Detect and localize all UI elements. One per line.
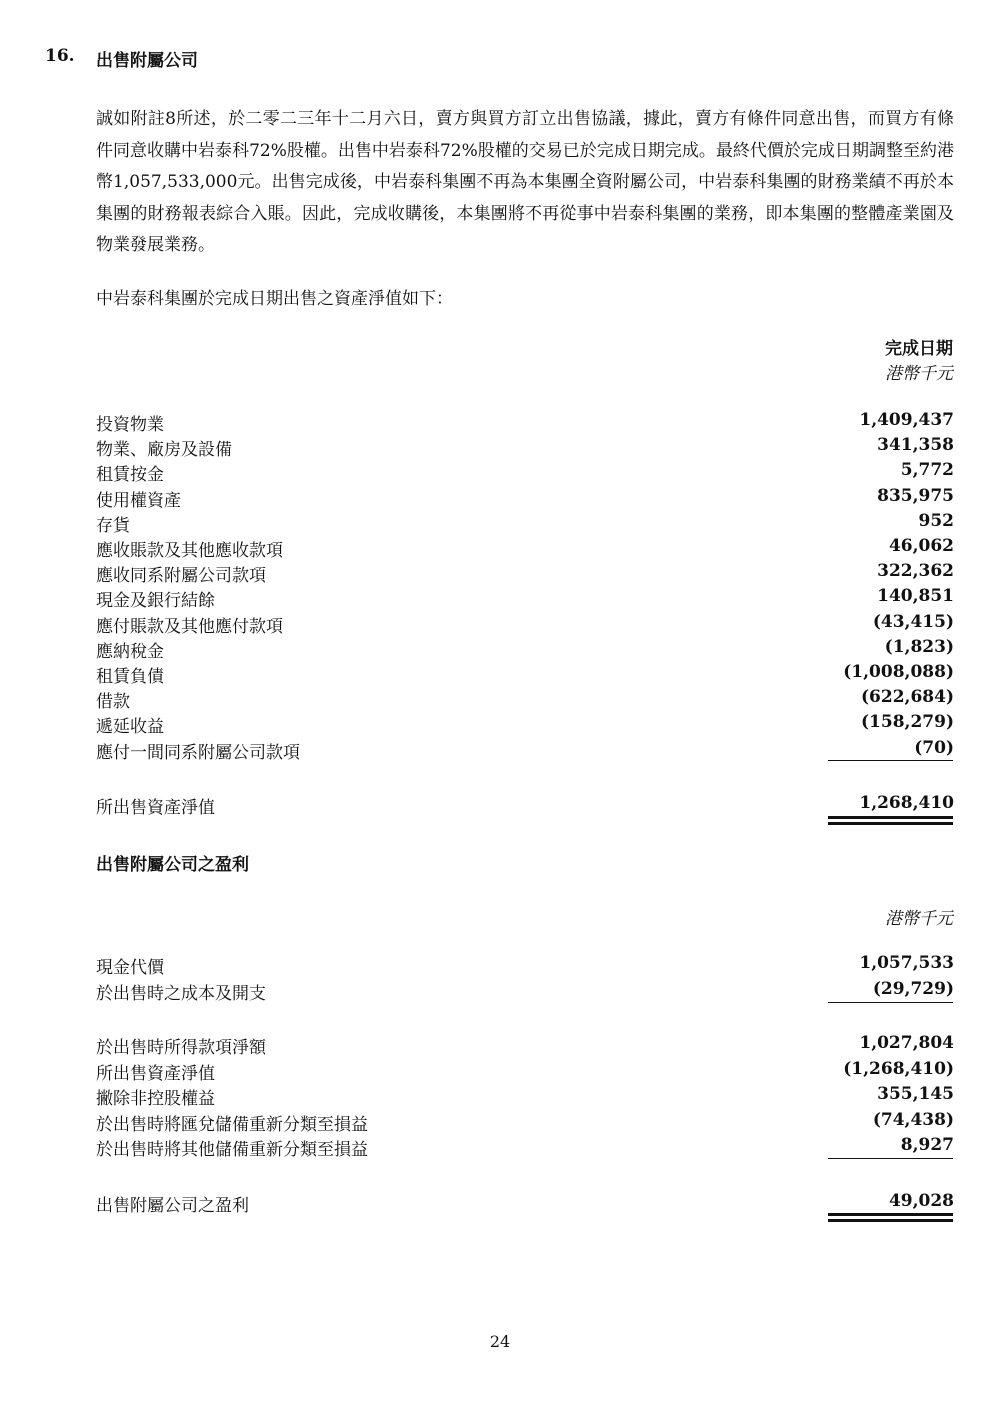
table-row xyxy=(96,1110,954,1135)
table-row xyxy=(96,1059,954,1084)
row-value: 1,027,804 xyxy=(859,1033,954,1053)
row-label: 於出售時將匯兌儲備重新分類至損益 xyxy=(96,1114,368,1135)
row-value: 341,358 xyxy=(877,435,954,456)
row-value: 1,409,437 xyxy=(859,410,954,430)
row-label: 撇除非控股權益 xyxy=(96,1089,215,1109)
table2-total-value: 49,028 xyxy=(888,1191,954,1211)
table-row xyxy=(96,561,954,586)
row-label: 物業、廠房及設備 xyxy=(96,440,232,461)
row-label: 租賃按金 xyxy=(96,465,164,486)
row-label: 應納稅金 xyxy=(96,641,164,662)
row-label: 現金代價 xyxy=(96,958,164,978)
gain-section-title: 出售附屬公司之盈利 xyxy=(96,855,249,875)
table1-total-value: 1,268,410 xyxy=(859,793,954,813)
row-label: 於出售時將其他儲備重新分類至損益 xyxy=(96,1140,368,1160)
table-row xyxy=(96,662,954,687)
row-value: 140,851 xyxy=(877,586,954,607)
table-row xyxy=(96,460,954,485)
table-row xyxy=(96,712,954,737)
row-value: 355,145 xyxy=(877,1084,954,1104)
row-value: 952 xyxy=(918,510,954,531)
table2-double-rule-top xyxy=(828,1213,953,1216)
row-value: 5,772 xyxy=(900,460,954,481)
row-label: 存貨 xyxy=(96,515,130,536)
table-row xyxy=(96,612,954,637)
row-label: 現金及銀行結餘 xyxy=(96,591,215,612)
table-row xyxy=(96,410,954,435)
row-label: 租賃負債 xyxy=(96,667,164,687)
row-label: 應收賬款及其他應收款項 xyxy=(96,541,283,561)
row-label: 借款 xyxy=(96,692,130,713)
row-value: 46,062 xyxy=(888,536,954,556)
table1-double-rule-top xyxy=(828,816,953,819)
section-title: 出售附屬公司 xyxy=(96,51,198,71)
table2-column-unit: 港幣千元 xyxy=(885,909,953,929)
row-label: 應付一間同系附屬公司款項 xyxy=(96,742,300,763)
table-row xyxy=(96,536,954,561)
table1-total-row xyxy=(96,793,954,818)
body-paragraph: 誠如附註8所述，於二零二三年十二月六日，賣方與買方訂立出售協議，據此，賣方有條件同意出售，而買方有條件同意收購中岩泰科72%股權。出售中岩泰科72%股權的交易已於完成日期完成。最終代價於完成日期調整至約港幣1,057,533,000元。出售完成後，中岩泰科集團不再為本集團全資附屬公司，中岩泰科集團的財務業績不再於本集團的財務報表綜合入賬。因此，完成收購後，本集團將不再從事中岩泰科集團的業務，即本集團的整體產業園及物業發展業務。 xyxy=(96,109,954,255)
table-row xyxy=(96,637,954,662)
row-value: (158,279) xyxy=(861,712,954,733)
row-label: 於出售時所得款項淨額 xyxy=(96,1038,266,1058)
row-label: 所出售資產淨值 xyxy=(96,1063,215,1084)
table1-double-rule-bottom xyxy=(828,822,953,825)
row-value: (70) xyxy=(914,737,954,758)
table-row xyxy=(96,738,954,763)
table2-group1-rule xyxy=(828,1002,953,1003)
row-value: (1,823) xyxy=(884,636,954,657)
table1-total-label: 所出售資產淨值 xyxy=(96,798,215,818)
table-row xyxy=(96,435,954,460)
row-value: 835,975 xyxy=(877,485,954,506)
row-value: 1,057,533 xyxy=(859,953,954,973)
table-row xyxy=(96,1084,954,1109)
section-number: 16. xyxy=(45,46,75,66)
column-title-completion-date: 完成日期 xyxy=(885,339,953,359)
table-row xyxy=(96,953,954,978)
row-value: (74,438) xyxy=(872,1109,954,1130)
table2-double-rule-bottom xyxy=(828,1219,953,1222)
page-number: 24 xyxy=(489,1332,511,1351)
row-label: 遞延收益 xyxy=(96,717,164,738)
row-value: (1,008,088) xyxy=(843,662,954,682)
table-row xyxy=(96,1033,954,1058)
row-value: (43,415) xyxy=(872,611,954,632)
row-label: 於出售時之成本及開支 xyxy=(96,984,266,1004)
table-row xyxy=(96,511,954,536)
row-value: 8,927 xyxy=(900,1135,954,1155)
table2-total-row xyxy=(96,1191,954,1216)
table2-group2-rule xyxy=(828,1158,953,1159)
row-label: 使用權資產 xyxy=(96,490,181,511)
row-value: (29,729) xyxy=(872,979,954,999)
table1-subtotal-rule xyxy=(828,760,953,761)
row-value: (1,268,410) xyxy=(843,1058,954,1079)
row-label: 投資物業 xyxy=(96,415,164,435)
table-row xyxy=(96,979,954,1004)
row-label: 應收同系附屬公司款項 xyxy=(96,566,266,587)
table-row xyxy=(96,486,954,511)
column-unit-hkd-thousands: 港幣千元 xyxy=(885,364,953,384)
table2-total-label: 出售附屬公司之盈利 xyxy=(96,1196,249,1216)
row-value: (622,684) xyxy=(861,687,954,708)
row-label: 應付賬款及其他應付款項 xyxy=(96,616,283,637)
table-intro: 中岩泰科集團於完成日期出售之資產淨值如下： xyxy=(96,289,453,309)
table-row xyxy=(96,1135,954,1160)
row-value: 322,362 xyxy=(877,561,954,582)
table-row xyxy=(96,586,954,611)
table-row xyxy=(96,687,954,712)
